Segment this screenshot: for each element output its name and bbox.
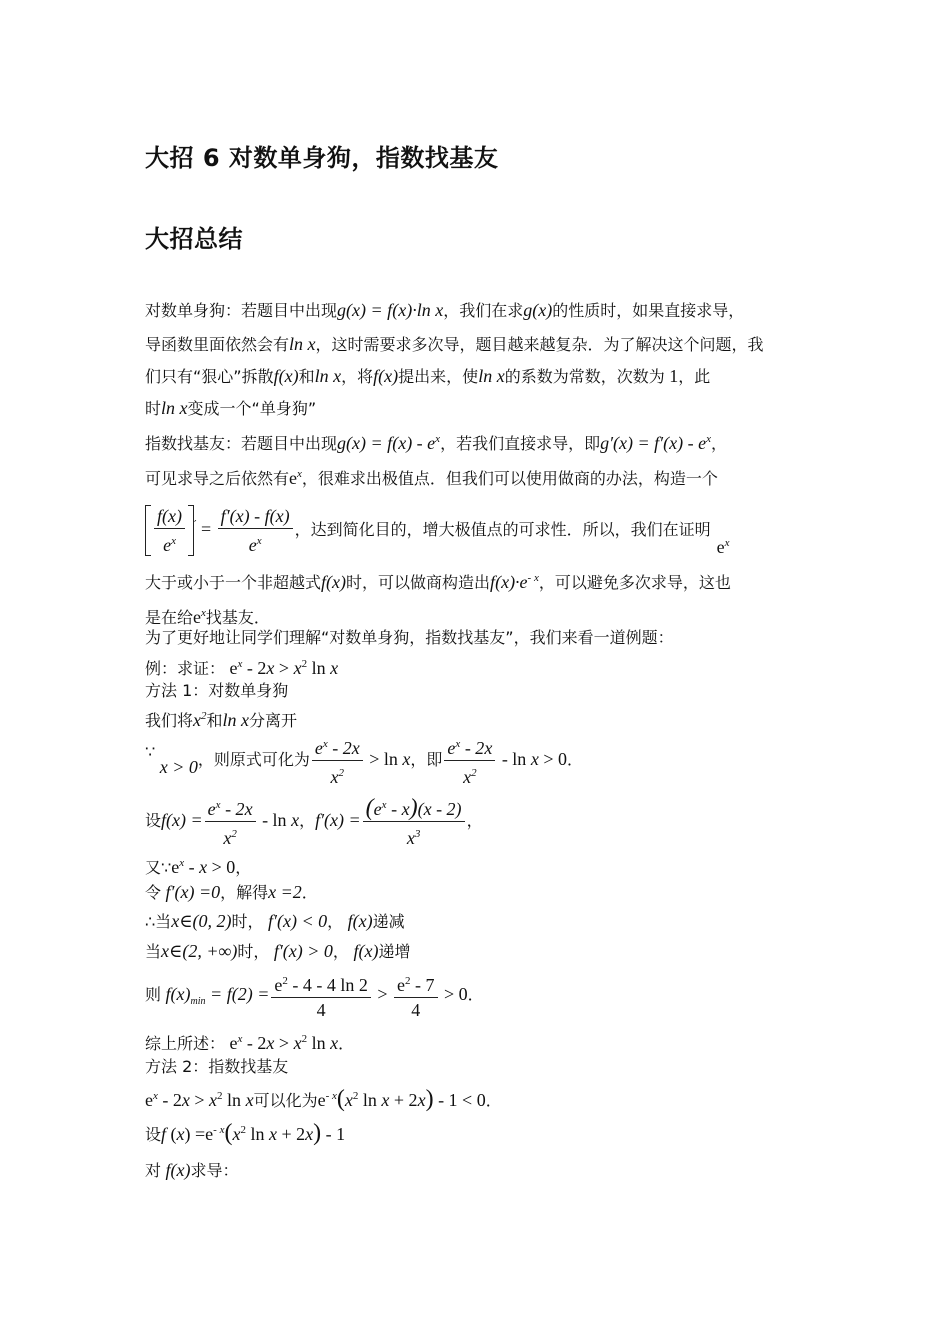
formula-lnx: ln x [222,710,250,730]
formula-ex: $e^x$ [193,607,206,627]
m1-let-line: 令 f′(x) =0，解得x =2． [145,882,318,902]
formula-ex-minus-x: $e^x - x > 0$ [171,857,236,877]
method-2-heading: 方法 2：指数找基友 [145,1057,289,1076]
m1-separate-line: 我们将$x^2$和ln x分离开 [145,710,298,730]
formula-f-prime: f′(x) = [315,810,361,830]
section-heading: 大招总结 [145,225,243,253]
bracket-quotient: $\frac{f(x)}{e^x}$ [145,505,194,556]
fraction-convert-2: $\frac{e^x - 2x}{x^2}$ [444,733,495,788]
formula-g: g(x) [523,300,553,320]
m2-derive-line: 对 f(x)求导： [145,1160,239,1180]
formula-fx: f(x) = [161,810,203,830]
formula-f: f(x) [161,1160,191,1180]
formula-f: f(x) [321,572,347,592]
number-one: 1 [664,366,679,386]
example-line: 例：求证： $e^x - 2x > x^2$ ln x [145,658,339,678]
formula-ex: $e^x$ [289,468,302,488]
formula-lnx: ln x [314,366,342,386]
m1-increasing-line: 当x∈(2, +∞)时， f′(x) > 0， f(x)递增 [145,941,411,961]
formula-lnx: ln x [289,334,316,354]
formula-f-e-neg-x: $f(x)\cdot e^{- x}$ [490,572,539,592]
intro-line: 为了更好地让同学们理解“对数单身狗，指数找基友”，我们来看一道例题： [145,628,674,647]
formula-interval-2-inf: x∈(2, +∞) [161,941,238,961]
p1-line-1: 对数单身狗：若题目中出现g(x) = f(x)·ln x，我们在求g(x)的性质时，如果直接求导， [145,300,745,320]
formula-lnx: ln x [161,398,188,418]
formula-x-eq-2: x =2 [268,882,302,902]
fraction-fx: $\frac{e^x - 2x}{x^2}$ [205,794,256,849]
p1-line-2: 导函数里面依然会有ln x，这时需要求多次导，题目越来越复杂．为了解决这个问题，我 [145,334,764,354]
fraction-convert: $\frac{e^x - 2x}{x^2}$ [312,733,363,788]
formula-g-prime: $g'(x) = f'(x) - e^x$ [600,433,711,453]
formula-f-prime-zero: f′(x) =0 [161,882,221,902]
formula-f: f(x) [373,366,399,386]
formula-f-prime-neg: f′(x) < 0 [263,911,328,931]
m1-set-line: 设f(x) = $\frac{e^x - 2x}{x^2}$ - ln x，f′(x) = $\frac{(e^x - x)(x - 2)}{x^3}$ ， [145,795,483,848]
m2-convert-line: $e^x - 2x > x^2$ ln x可以化为$e^{- x}(x^2$ ln x + 2x) - 1 < 0． [145,1086,502,1112]
p2-line-2: 可见求导之后依然有$e^x$，很难求出极值点．但我们可以使用做商的办法，构造一个 [145,468,718,488]
formula-inequality: $e^x - 2x > x^2$ ln x [225,1033,339,1053]
formula-fx: f(x) [348,941,379,961]
fraction-f-prime: $\frac{(e^x - x)(x - 2)}{x^3}$ [363,794,465,849]
fraction-bound: $\frac{e^2 - 7}{4}$ [394,970,438,1021]
formula-fx-def: f $(x) =e^{- x}(x^2$ ln x + 2x) - 1 [161,1120,346,1146]
formula-ex: $e^x$ [716,537,730,557]
fraction-f2: $\frac{e^2 - 4 - 4 \ln 2}{4}$ [271,970,371,1021]
page-title: 大招 6 对数单身狗，指数找基友 [145,144,499,172]
fraction-derivative: $\frac{f'(x) - f(x)}{e^x}$ [218,505,293,556]
m1-decreasing-line: ∴当x∈(0, 2)时， f′(x) < 0， f(x)递减 [145,911,405,931]
formula-g-eq-f-ln: g(x) = f(x)·ln x [337,300,444,320]
formula-x-gt-0: x > 0 [155,757,198,777]
method-1-heading: 方法 1：对数单身狗 [145,681,289,700]
m1-also-line: 又$\because e^x - x > 0$， [145,857,252,877]
p2-line-5: 是在给$e^x$找基友． [145,607,270,627]
formula-f: f(x) [273,366,299,386]
formula-interval-0-2: x∈(0, 2) [171,911,232,931]
formula-inequality: $e^x - 2x > x^2$ ln x [225,658,339,678]
formula-f-prime-pos: f′(x) > 0 [269,941,333,961]
p2-line-4: 大于或小于一个非超越式f(x)时，可以做商构造出$f(x)\cdot e^{- x}$，可以避免多次求导，这也 [145,572,731,592]
formula-inequality: $e^x - 2x > x^2$ ln x [145,1090,254,1110]
formula-e-neg-x-product: $e^{- x}(x^2$ ln x + 2x) - 1 < 0 [317,1086,486,1112]
p2-line-1: 指数找基友：若题目中出现$g(x) = f(x) - e^x$，若我们直接求导，即$g'(x) = f'(x) - e^x$， [145,433,727,453]
p1-line-4: 时ln x变成一个“单身狗” [145,398,317,418]
m1-convert-line: ∵ x > 0，则原式可化为 $\frac{e^x - 2x}{x^2}$ > ln x，即 $\frac{e^x - 2x}{x^2}$ - ln x > 0． [145,733,583,788]
m1-conclusion-line: 综上所述： $e^x - 2x > x^2$ ln x． [145,1033,355,1053]
formula-fx: f(x) [343,911,373,931]
m2-set-line: 设f $(x) =e^{- x}(x^2$ ln x + 2x) - 1 [145,1120,346,1146]
formula-f-min: $f(x)_{min} = f(2)$ = [161,984,270,1007]
p1-line-3: 们只有“狠心”拆散f(x)和ln x，将f(x)提出来，使ln x的系数为常数，次数为 1，此 [145,366,711,386]
formula-g-eq-f-ex: $g(x) = f(x) - e^x$ [337,433,441,453]
p2-line-3: $\frac{f(x)}{e^x}$ ′ = $\frac{f'(x) - f(x)}{e^x}$ ，达到简化目的，增大极值点的可求性．所以，我们在证明$e^x$ [145,500,730,556]
formula-x2: $x^2$ [193,710,207,730]
formula-lnx: ln x [478,366,505,386]
m1-min-line: 则 $f(x)_{min} = f(2)$ = $\frac{e^2 - 4 - 4 \ln 2}{4}$ > $\frac{e^2 - 7}{4}$ > 0． [145,969,484,1027]
